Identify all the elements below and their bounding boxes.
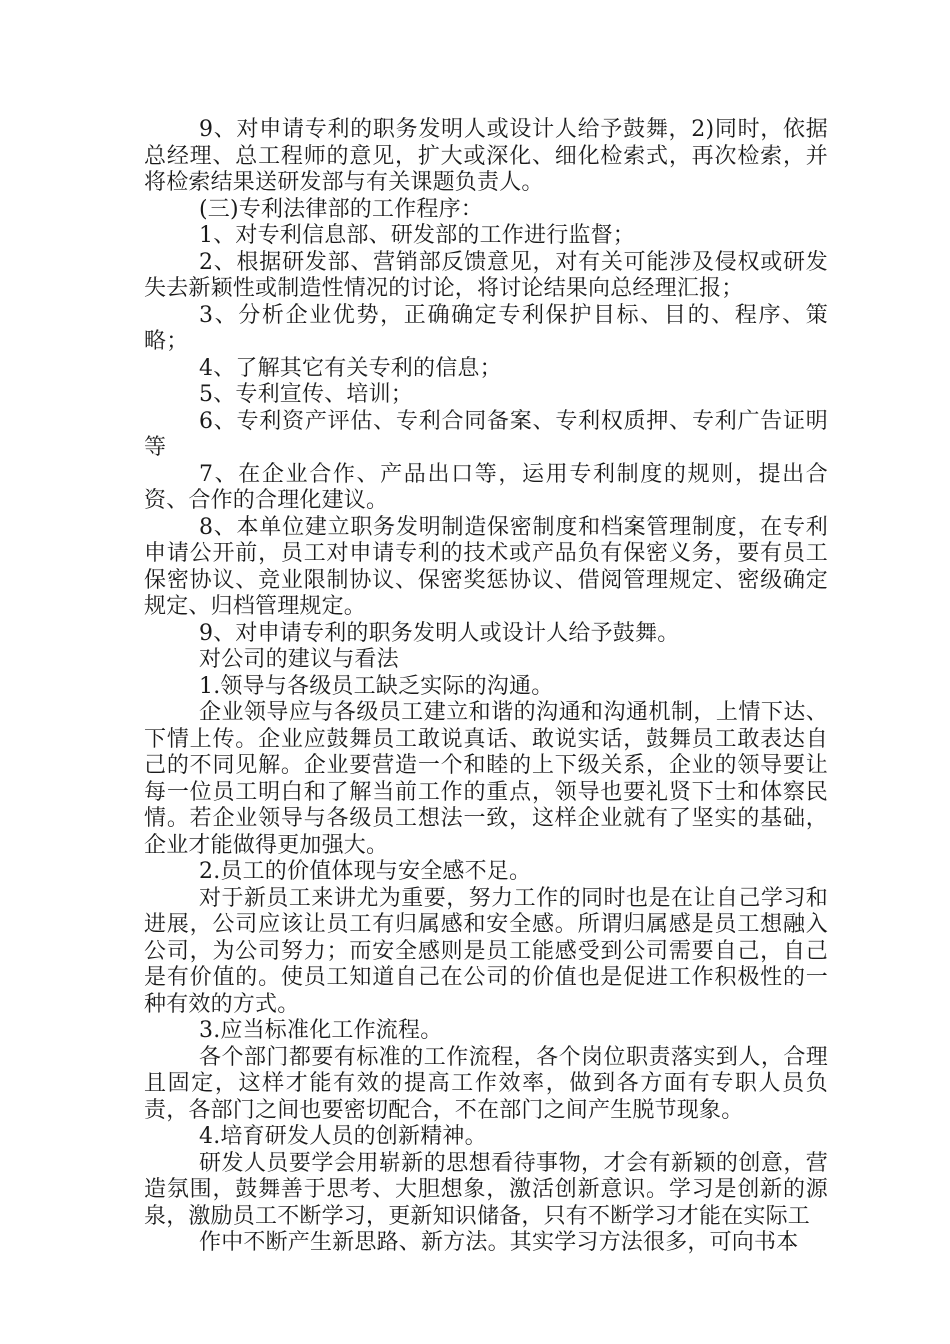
paragraph: 作中不断产生新思路、新方法。其实学习方法很多，可向书本 [199, 1230, 799, 1255]
paragraph: 研发人员要学会用崭新的思想看待事物，才会有新颖的创意，营造氛围，鼓舞善于思考、大胆想象，激活创新意识。学习是创新的源泉，激励员工不断学习，更新知识储备，只有不断学习才能在实际工 [144, 1150, 828, 1229]
list-item: 2、根据研发部、营销部反馈意见，对有关可能涉及侵权或研发失去新颖性或制造性情况的讨论，将讨论结果向总经理汇报； [144, 249, 828, 301]
list-item: 6、专利资产评估、专利合同备案、专利权质押、专利广告证明等 [144, 408, 828, 460]
document-body [144, 117, 828, 1257]
paragraph: 企业领导应与各级员工建立和谐的沟通和沟通机制，上情下达、下情上传。企业应鼓舞员工敢说真话、敢说实话，鼓舞员工敢表达自己的不同见解。企业要营造一个和睦的上下级关系，企业的领导要让每一位员工明白和了解当前工作的重点，领导也要礼贤下士和体察民情。若企业领导与各级员工想法一致，这样企业就有了坚实的基础，企业才能做得更加强大。 [144, 700, 828, 858]
list-item: 3、分析企业优势，正确确定专利保护目标、目的、程序、策略； [144, 302, 828, 354]
paragraph: 9、对申请专利的职务发明人或设计人给予鼓舞，2)同时，依据总经理、总工程师的意见，扩大或深化、细化检索式，再次检索，并将检索结果送研发部与有关课题负责人。 [144, 117, 828, 195]
subheading: 4.培育研发人员的创新精神。 [199, 1124, 487, 1149]
subheading: 2.员工的价值体现与安全感不足。 [199, 859, 532, 884]
list-item: 4、了解其它有关专利的信息； [199, 355, 502, 381]
list-item: 5、专利宣传、培训； [199, 382, 413, 407]
section-heading: 对公司的建议与看法 [199, 647, 399, 672]
paragraph: 各个部门都要有标准的工作流程，各个岗位职责落实到人，合理且固定，这样才能有效的提高工作效率，做到各方面有专职人员负责，各部门之间也要密切配合，不在部门之间产生脱节现象。 [144, 1044, 828, 1123]
paragraph: 对于新员工来讲尤为重要，努力工作的同时也是在让自己学习和进展，公司应该让员工有归属感和安全感。所谓归属感是员工想融入公司，为公司努力；而安全感则是员工能感受到公司需要自己，自己是有价值的。使员工知道自己在公司的价值也是促进工作积极性的一种有效的方式。 [144, 885, 828, 1017]
subheading: 1.领导与各级员工缺乏实际的沟通。 [199, 673, 554, 699]
list-item: 7、在企业合作、产品出口等，运用专利制度的规则，提出合资、合作的合理化建议。 [144, 461, 828, 513]
section-heading: (三)专利法律部的工作程序： [199, 196, 483, 222]
list-item: 9、对申请专利的职务发明人或设计人给予鼓舞。 [199, 620, 680, 646]
list-item: 8、本单位建立职务发明制造保密制度和档案管理制度，在专利申请公开前，员工对申请专利的技术或产品负有保密义务，要有员工保密协议、竞业限制协议、保密奖惩协议、借阅管理规定、密级确定规定、归档管理规定。 [144, 514, 828, 619]
subheading: 3.应当标准化工作流程。 [199, 1018, 443, 1043]
list-item: 1、对专利信息部、研发部的工作进行监督； [199, 223, 635, 248]
